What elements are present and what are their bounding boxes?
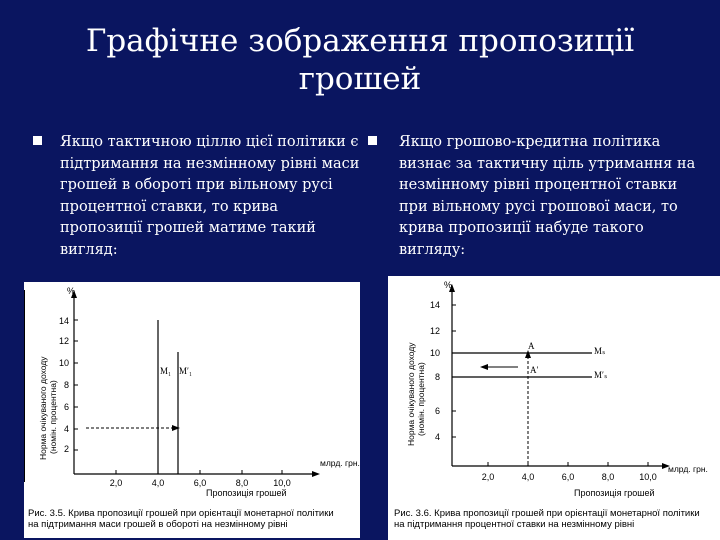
x-tick-label: 2,0 xyxy=(109,478,123,488)
figure2-caption xyxy=(394,508,718,530)
left-paragraph: Якщо тактичною ціллю цієї політики є підтримання на незмінному рівні маси грошей в обороті при вільному русі процентної ставки, то крива пропозиції грошей матиме такий вигляд: xyxy=(60,134,360,258)
figure2-caption-line2: на підтримання процентної ставки на незмінному рівні xyxy=(394,519,635,530)
x-tick-label: 10,0 xyxy=(639,472,657,482)
y-tick-label: 6 xyxy=(63,402,69,412)
y-tick-marks xyxy=(452,305,456,437)
slide-title: Графічне зображення пропозиції грошей xyxy=(85,23,635,97)
label-m1: M₁ xyxy=(160,366,172,376)
figure1-caption-line1: Рис. 3.5. Крива пропозиції грошей при орієнтації монетарної політики xyxy=(28,508,334,519)
y-tick-labels xyxy=(430,300,440,442)
x-unit: млрд. грн. xyxy=(668,464,708,474)
x-tick-label: 4,0 xyxy=(151,478,165,488)
y-unit: % xyxy=(444,280,453,290)
y-tick-label: 6 xyxy=(434,406,440,416)
y-tick-label: 12 xyxy=(429,326,440,336)
y-tick-label: 10 xyxy=(58,358,69,368)
x-tick-label: 6,0 xyxy=(561,472,575,482)
x-axis-label: Пропозиція грошей xyxy=(206,488,287,498)
y-tick-label: 14 xyxy=(58,316,69,326)
y-tick-label: 2 xyxy=(63,444,69,454)
right-paragraph: Якщо грошово-кредитна політика визнає за тактичну ціль утримання на незмінному рівні процентної ставки при вільному русі грошової маси, то крива пропозиції набуде такого вигляду: xyxy=(399,134,696,258)
figure1-caption-line2: на підтримання маси грошей в обороті на незмінному рівні xyxy=(28,519,288,530)
label-ms-prime: M′ₛ xyxy=(594,370,608,380)
y-tick-labels xyxy=(59,316,69,454)
y-tick-label: 4 xyxy=(434,432,440,442)
x-tick-label: 6,0 xyxy=(193,478,207,488)
y-unit: % xyxy=(67,286,76,296)
figure1-caption xyxy=(28,508,358,530)
figure1-graph xyxy=(24,282,360,538)
y-tick-label: 10 xyxy=(429,348,440,358)
label-m1-prime: M′₁ xyxy=(179,366,193,376)
shift-arrow-head xyxy=(172,425,180,431)
x-tick-label: 10,0 xyxy=(273,478,291,488)
x-unit: млрд. грн. xyxy=(320,458,360,468)
label-ms: Mₛ xyxy=(594,346,606,356)
x-axis-label: Пропозиція грошей xyxy=(574,488,655,498)
figure-fixed-money-supply xyxy=(24,282,360,538)
label-a: A xyxy=(528,341,535,351)
y-tick-label: 12 xyxy=(58,336,69,346)
y-tick-label: 8 xyxy=(434,372,440,382)
figure2-caption-line1: Рис. 3.6. Крива пропозиції грошей при орієнтації монетарної політики xyxy=(394,508,700,519)
bullet-square-icon xyxy=(33,136,42,145)
figure2-graph xyxy=(388,276,720,540)
x-tick-label: 2,0 xyxy=(481,472,495,482)
label-a-prime: A′ xyxy=(530,365,539,375)
shift-arrow-head xyxy=(525,350,531,358)
x-axis-arrow xyxy=(312,471,320,477)
figure-fixed-interest-rate xyxy=(388,276,720,540)
x-tick-label: 8,0 xyxy=(235,478,249,488)
y-axis-label-line1: Норма очікуваного доходу xyxy=(38,356,48,460)
small-arrow-head xyxy=(480,364,488,370)
y-axis-label-line1: Норма очікуваного доходу xyxy=(406,342,416,446)
x-tick-label: 4,0 xyxy=(521,472,535,482)
x-tick-label: 8,0 xyxy=(601,472,615,482)
bullet-square-icon xyxy=(368,136,377,145)
x-tick-labels xyxy=(110,478,291,488)
y-tick-label: 8 xyxy=(63,380,69,390)
y-tick-label: 4 xyxy=(63,424,69,434)
x-tick-labels xyxy=(482,472,657,482)
y-axis-label-line2: (номін. процентна) xyxy=(48,380,58,454)
y-axis-label-line2: (номін. процентна) xyxy=(416,362,426,436)
y-tick-label: 14 xyxy=(429,300,440,310)
